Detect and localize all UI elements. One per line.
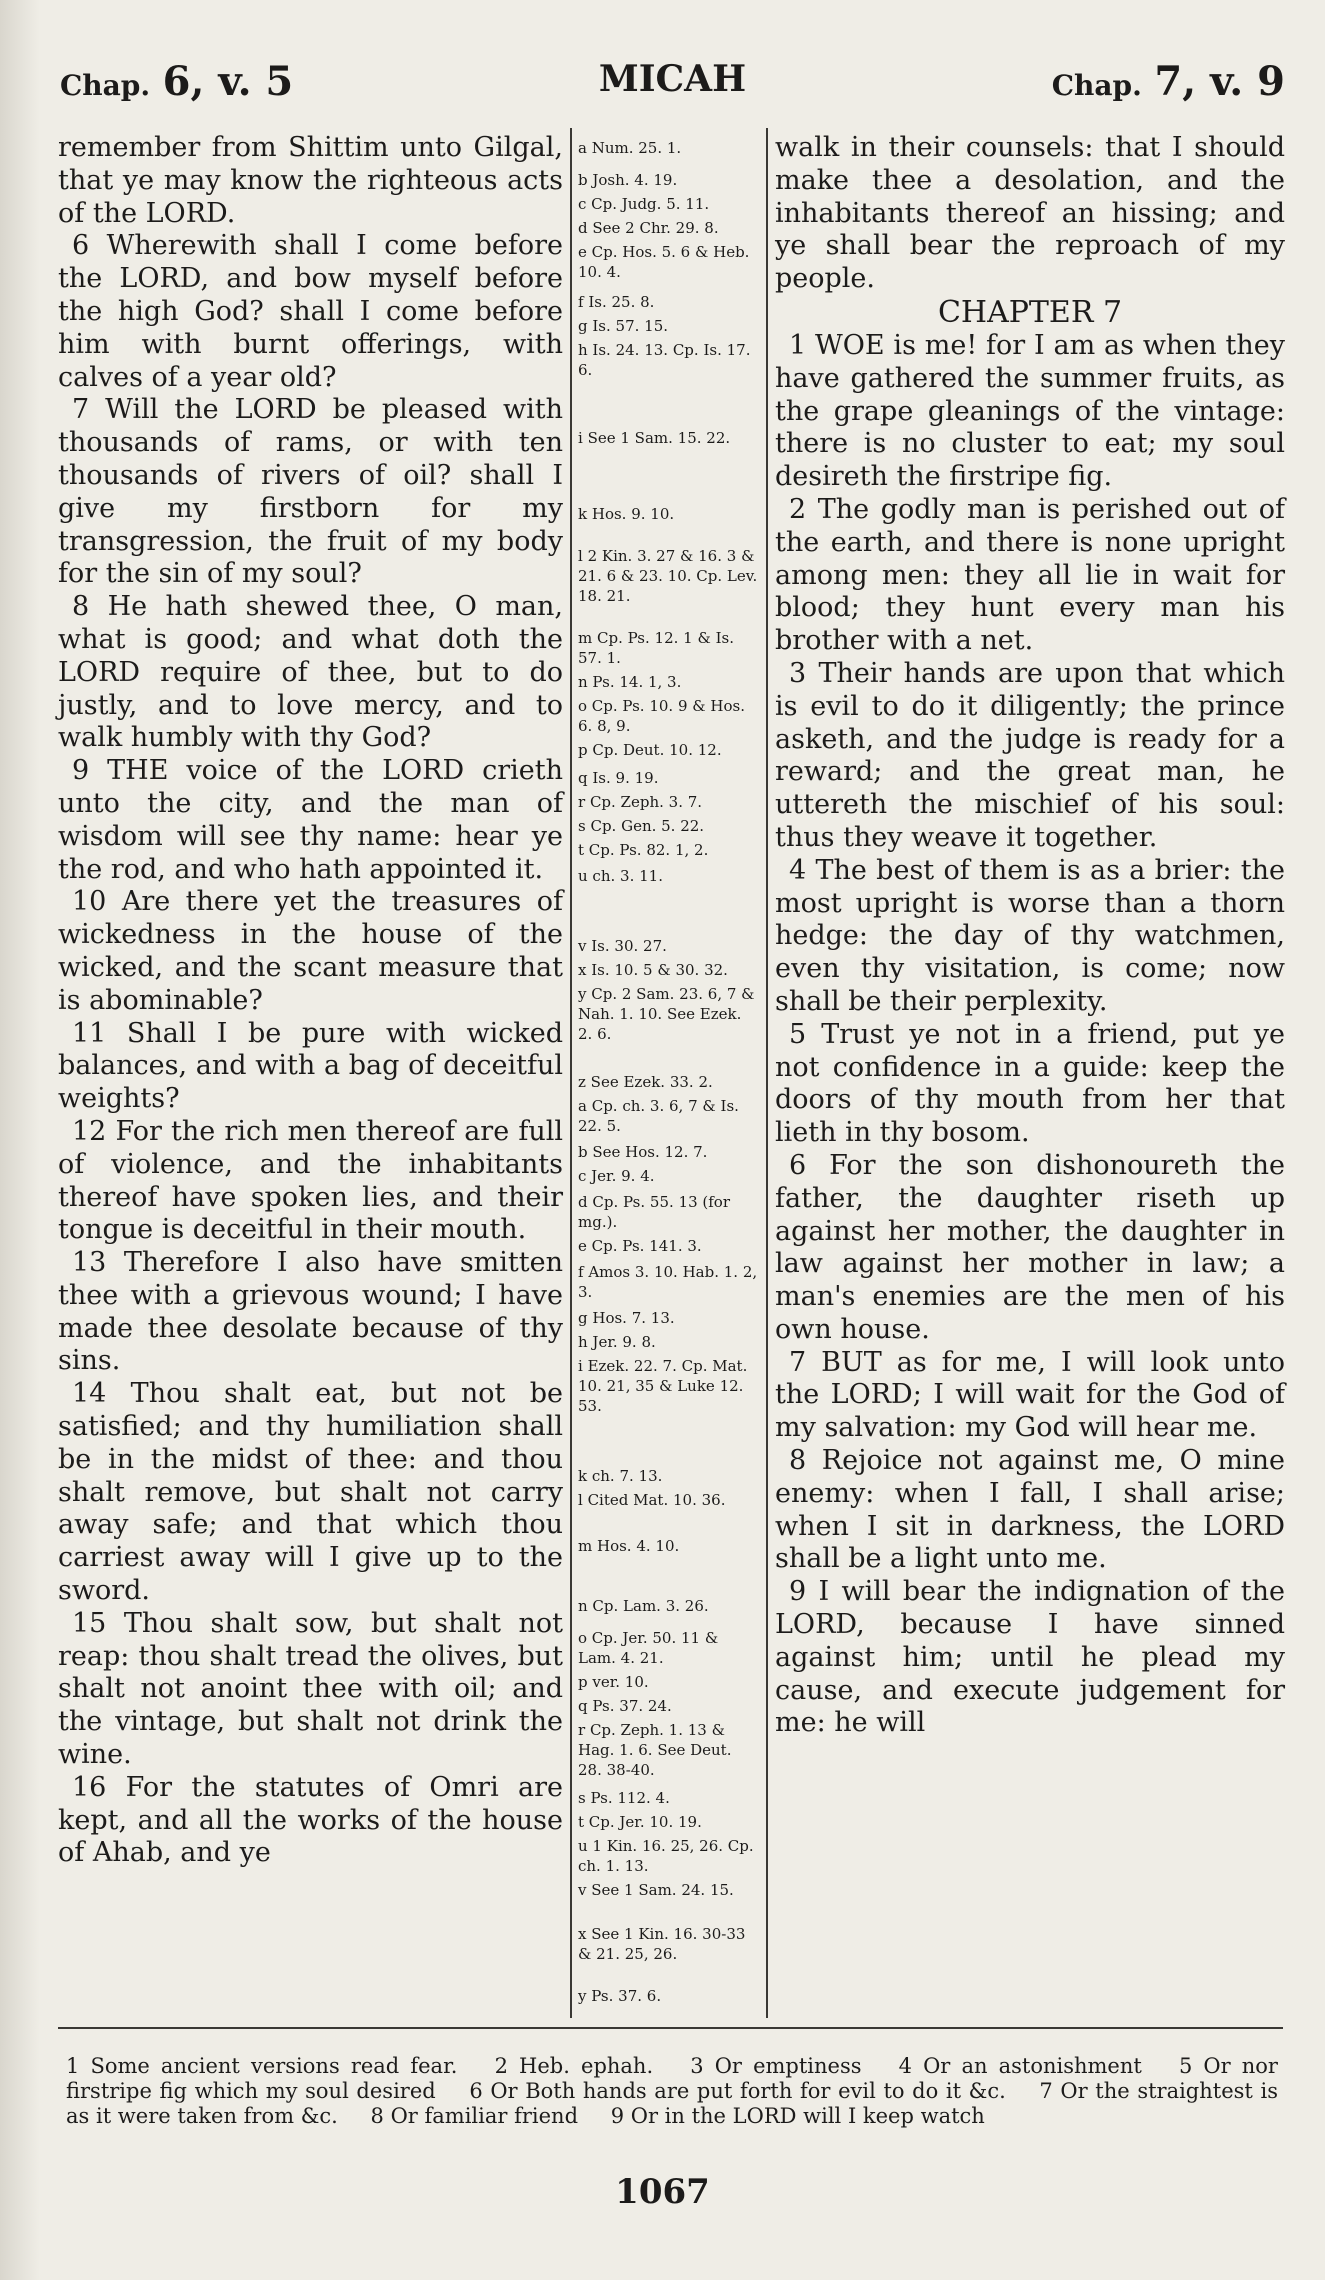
verse-text: 2 The godly man is perished out of the earth, and there is none upright among men: they all lie in wait for blood; they hunt every man his brother with a net. (775, 493, 1285, 657)
footnote: 8 Or familiar friend (370, 2104, 579, 2128)
cross-reference: u ch. 3. 11. (578, 867, 663, 885)
cross-reference: o Cp. Jer. 50. 11 & Lam. 4. 21. (578, 1629, 719, 1667)
verse-text: 6 Wherewith shall I come before the LORD, and bow myself before the high God? shall I come before him with burnt offerings, with calves of a year old? (58, 230, 563, 393)
cross-reference: k Hos. 9. 10. (578, 505, 675, 523)
cross-reference: l 2 Kin. 3. 27 & 16. 3 & 21. 6 & 23. 10. Cp. Lev. 18. 21. (578, 547, 758, 605)
cross-reference: h Is. 24. 13. Cp. Is. 17. 6. (578, 341, 751, 379)
cross-reference: d See 2 Chr. 29. 8. (578, 219, 719, 237)
verse-text-section-start: 9 THE voice of the LORD crieth unto the city, and the man of wisdom will see thy name: hear ye the rod, and who hath appointed it. (58, 755, 563, 885)
running-header (60, 58, 1285, 118)
cross-reference: r Cp. Zeph. 1. 13 & Hag. 1. 6. See Deut. 28. 38-40. (578, 1721, 732, 1779)
cross-reference: u 1 Kin. 16. 25, 26. Cp. ch. 1. 13. (578, 1837, 754, 1875)
cross-reference: x See 1 Kin. 16. 30-33 & 21. 25, 26. (578, 1925, 746, 1963)
cross-reference: b Josh. 4. 19. (578, 171, 678, 189)
header-left-ref: 6, v. 5 (162, 58, 294, 105)
cross-reference: k ch. 7. 13. (578, 1467, 663, 1485)
cross-reference: r Cp. Zeph. 3. 7. (578, 793, 703, 811)
cross-reference: v Is. 30. 27. (578, 937, 667, 955)
footnote: 9 Or in the LORD will I keep watch (610, 2104, 985, 2128)
cross-reference: p ver. 10. (578, 1673, 649, 1691)
page-gutter-shadow (0, 0, 40, 2280)
cross-reference: g Is. 57. 15. (578, 317, 669, 335)
cross-reference: e Cp. Ps. 141. 3. (578, 1237, 702, 1255)
verse-text: 16 For the statutes of Omri are kept, and all the works of the house of Ahab, and ye (58, 1771, 563, 1869)
cross-reference: m Cp. Ps. 12. 1 & Is. 57. 1. (578, 629, 734, 667)
cross-reference: i See 1 Sam. 15. 22. (578, 429, 731, 447)
verse-text: 5 Trust ye not in a friend, put ye not confidence in a guide: keep the doors of thy mouth from her that lieth in thy bosom. (775, 1018, 1285, 1149)
header-right-reference (1052, 58, 1285, 105)
verse-text: walk in their counsels: that I should make thee a desolation, and the inhabitants thereof an hissing; and ye shall bear the reproach of my people. (775, 132, 1285, 295)
cross-reference: s Cp. Gen. 5. 22. (578, 817, 705, 835)
cross-reference: f Is. 25. 8. (578, 293, 655, 311)
column-divider-right (766, 128, 768, 2018)
cross-reference: x Is. 10. 5 & 30. 32. (578, 961, 728, 979)
cross-reference: c Cp. Judg. 5. 11. (578, 195, 710, 213)
cross-reference: o Cp. Ps. 10. 9 & Hos. 6. 8, 9. (578, 697, 745, 735)
verse-text: 9 I will bear the indignation of the LORD, because I have sinned against him; until he plead my cause, and execute judgement for me: he will (775, 1576, 1285, 1739)
verse-text: remember from Shittim unto Gilgal, that ye may know the righteous acts of the LORD. (58, 132, 563, 229)
chapter-heading: CHAPTER 7 (937, 294, 1123, 330)
verse-text: 4 The best of them is as a brier: the most upright is worse than a thorn hedge: the day of thy watchmen, even thy visitation, is come; now shall be their perplexity. (775, 854, 1285, 1017)
cross-reference: a Num. 25. 1. (578, 139, 682, 157)
page-number: 1067 (615, 2172, 710, 2212)
cross-reference: g Hos. 7. 13. (578, 1309, 675, 1327)
cross-reference: l Cited Mat. 10. 36. (578, 1491, 726, 1509)
cross-reference: n Ps. 14. 1, 3. (578, 673, 682, 691)
cross-reference: q Is. 9. 19. (578, 769, 659, 787)
footnote: 4 Or an astonishment (898, 2054, 1142, 2078)
cross-reference: z See Ezek. 33. 2. (578, 1073, 713, 1091)
verse-text-section-start: 7 BUT as for me, I will look unto the LORD; I will wait for the God of my salvation: my God will hear me. (775, 1346, 1285, 1444)
right-text-column (775, 132, 1285, 1740)
cross-reference: i Ezek. 22. 7. Cp. Mat. 10. 21, 35 & Luke 12. 53. (578, 1357, 748, 1415)
footnotes (66, 2054, 1278, 2129)
footnote: 5 Or nor firstripe fig which my soul desired (66, 2054, 1278, 2103)
verse-text-chapter-start: 1 WOE is me! for I am as when they have gathered the summer fruits, as the grape gleanings of the vintage: there is no cluster to eat; my soul desireth the firstripe fig. (775, 329, 1285, 493)
footnote: 7 Or the straightest is as it were taken from &c. (66, 2079, 1278, 2128)
verse-text: 15 Thou shalt sow, but shalt not reap: thou shalt tread the olives, but shalt not anoint thee with oil; and the vintage, but shalt not drink the wine. (58, 1607, 563, 1771)
verse-text: 13 Therefore I also have smitten thee with a grievous wound; I have made thee desolate because of thy sins. (58, 1247, 563, 1377)
footnote: 1 Some ancient versions read fear. (66, 2054, 458, 2078)
verse-text: 14 Thou shalt eat, but not be satisfied; and thy humiliation shall be in the midst of thee: and thou shalt remove, but shalt not carry away safe; and that which thou carriest away will I give up to the sword. (58, 1378, 563, 1607)
cross-reference: p Cp. Deut. 10. 12. (578, 741, 722, 759)
cross-reference: s Ps. 112. 4. (578, 1789, 670, 1807)
cross-reference: f Amos 3. 10. Hab. 1. 2, 3. (578, 1263, 758, 1301)
verse-text: 6 For the son dishonoureth the father, the daughter riseth up against her mother, the daughter in law against her mother in law; a man's enemies are the men of his own house. (775, 1149, 1285, 1345)
cross-reference: a Cp. ch. 3. 6, 7 & Is. 22. 5. (578, 1097, 739, 1135)
cross-reference: h Jer. 9. 8. (578, 1333, 656, 1351)
verse-text: 7 Will the LORD be pleased with thousands of rams, or with ten thousands of rivers of oil? shall I give my firstborn for my transgression, the fruit of my body for the sin of my soul? (58, 394, 563, 590)
cross-reference: d Cp. Ps. 55. 13 (for mg.). (578, 1193, 730, 1231)
footnote: 6 Or Both hands are put forth for evil to do it &c. (469, 2079, 1006, 2103)
cross-reference: c Jer. 9. 4. (578, 1167, 655, 1185)
column-divider-left (570, 128, 572, 2018)
header-book-title: MICAH (598, 58, 747, 100)
header-right-ref: 7, v. 9 (1154, 58, 1285, 105)
cross-reference: n Cp. Lam. 3. 26. (578, 1597, 709, 1615)
cross-reference: e Cp. Hos. 5. 6 & Heb. 10. 4. (578, 243, 750, 281)
header-left-chap: Chap. (60, 69, 151, 102)
footnote: 3 Or emptiness (690, 2054, 862, 2078)
verse-text: 8 He hath shewed thee, O man, what is good; and what doth the LORD require of thee, but to do justly, and to love mercy, and to walk humbly with thy God? (58, 591, 563, 754)
verse-text: 11 Shall I be pure with wicked balances, and with a bag of deceitful weights? (58, 1017, 563, 1115)
cross-reference: q Ps. 37. 24. (578, 1697, 672, 1715)
cross-reference: y Ps. 37. 6. (578, 1987, 662, 2005)
header-right-chap: Chap. (1051, 69, 1142, 102)
verse-text: 3 Their hands are upon that which is evil to do it diligently; the prince asketh, and the judge is ready for a reward; and the great man, he uttereth the mischief of his soul: thus they weave it together. (775, 657, 1285, 853)
left-text-column (58, 132, 563, 1870)
footnote-divider (58, 2027, 1283, 2029)
cross-reference: v See 1 Sam. 24. 15. (578, 1881, 734, 1899)
cross-reference: t Cp. Jer. 10. 19. (578, 1813, 702, 1831)
cross-reference: t Cp. Ps. 82. 1, 2. (578, 841, 709, 859)
cross-reference: b See Hos. 12. 7. (578, 1143, 708, 1161)
verse-text: 8 Rejoice not against me, O mine enemy: when I fall, I shall arise; when I sit in darkness, the LORD shall be a light unto me. (775, 1445, 1285, 1575)
footnote: 2 Heb. ephah. (494, 2054, 654, 2078)
cross-reference: m Hos. 4. 10. (578, 1537, 680, 1555)
verse-text: 12 For the rich men thereof are full of violence, and the inhabitants thereof have spoken lies, and their tongue is deceitful in their mouth. (58, 1115, 563, 1246)
cross-reference: y Cp. 2 Sam. 23. 6, 7 & Nah. 1. 10. See Ezek. 2. 6. (578, 985, 755, 1043)
verse-text: 10 Are there yet the treasures of wickedness in the house of the wicked, and the scant measure that is abominable? (58, 886, 563, 1016)
